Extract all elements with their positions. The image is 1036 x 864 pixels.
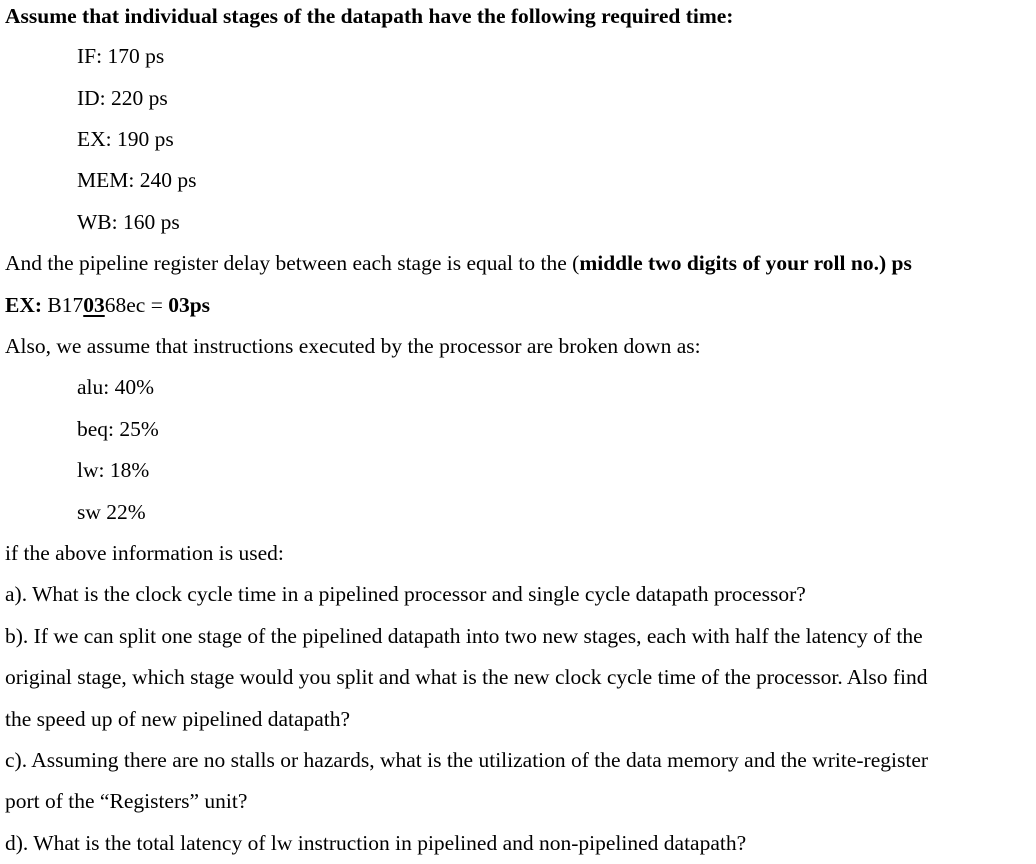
register-delay-emphasis: middle two digits of your roll no.) ps	[579, 251, 912, 275]
question-b-line-3: the speed up of new pipelined datapath?	[5, 707, 351, 731]
stage-ex: EX: 190 ps	[77, 127, 174, 151]
mix-lw: lw: 18%	[77, 458, 150, 482]
stage-mem: MEM: 240 ps	[77, 168, 197, 192]
question-b-line-2: original stage, which stage would you split and what is the new clock cycle time of the processor. Also find	[5, 665, 928, 689]
question-c-line-2: port of the “Registers” unit?	[5, 789, 248, 813]
question-a: a). What is the clock cycle time in a pipelined processor and single cycle datapath processor?	[5, 582, 806, 606]
stage-id: ID: 220 ps	[77, 86, 168, 110]
example-line	[5, 291, 210, 319]
question-b-line-1: b). If we can split one stage of the pipelined datapath into two new stages, each with half the latency of the	[5, 624, 923, 648]
mix-sw: sw 22%	[77, 500, 146, 524]
roll-number-end: 68ec =	[104, 293, 169, 317]
instruction-mix-intro: Also, we assume that instructions executed by the processor are broken down as:	[5, 334, 701, 358]
mix-beq: beq: 25%	[77, 417, 159, 441]
example-result: 03ps	[168, 293, 211, 317]
question-c-line-1: c). Assuming there are no stalls or hazards, what is the utilization of the data memory and the write-register	[5, 748, 929, 772]
register-delay-line	[5, 249, 912, 277]
roll-number-middle-digits: 03	[83, 293, 105, 317]
lead-in: if the above information is used:	[5, 541, 284, 565]
mix-alu: alu: 40%	[77, 375, 155, 399]
stage-wb: WB: 160 ps	[77, 210, 180, 234]
stage-if: IF: 170 ps	[77, 44, 165, 68]
roll-number-start: B17	[42, 293, 84, 317]
example-label: EX:	[5, 293, 43, 317]
question-d: d). What is the total latency of lw instruction in pipelined and non-pipelined datapath?	[5, 831, 747, 855]
register-delay-text: And the pipeline register delay between each stage is equal to the (	[5, 251, 580, 275]
heading: Assume that individual stages of the datapath have the following required time:	[5, 4, 734, 28]
